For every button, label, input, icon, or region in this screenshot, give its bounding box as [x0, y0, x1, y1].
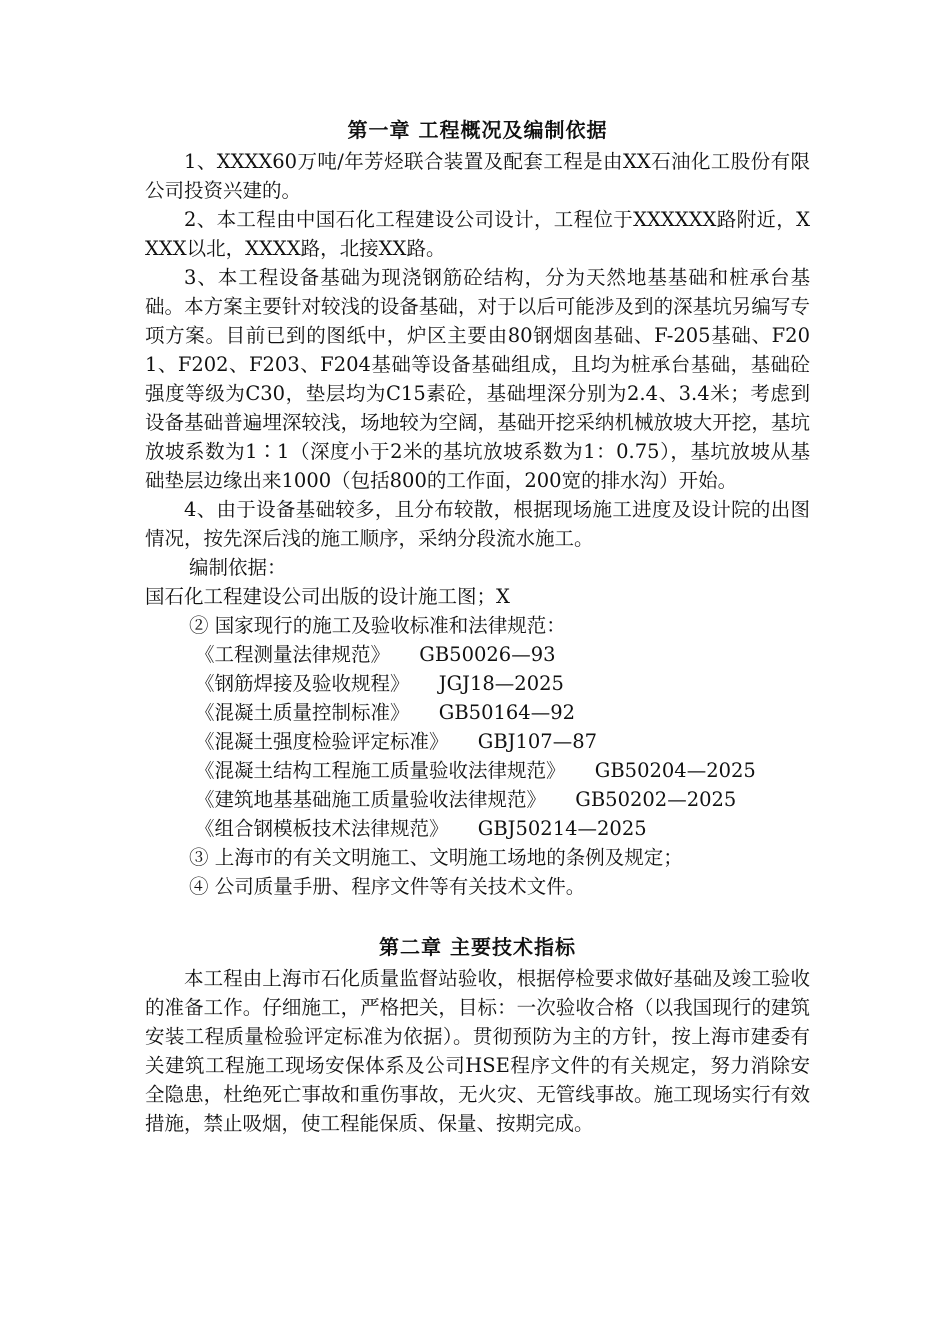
document-page	[145, 114, 810, 1138]
chapter-1-paragraph-4: 4、由于设备基础较多，且分布较散，根据现场施工进度及设计院的出图情况，按先深后浅的施工顺序，采纳分段流水施工。	[145, 498, 810, 550]
standard-item	[145, 669, 810, 698]
standard-code: GB50164—92	[438, 701, 576, 724]
standard-item	[145, 640, 810, 669]
basis-shanghai-regulations: ③ 上海市的有关文明施工、文明施工场地的条例及规定；	[189, 846, 683, 869]
standard-code: GBJ107—87	[477, 730, 598, 753]
basis-label: 编制依据：	[189, 556, 287, 579]
standard-item	[145, 814, 810, 843]
chapter-2-title: 第二章 主要技术指标	[379, 935, 576, 959]
standard-item	[145, 698, 810, 727]
chapter-1-title: 第一章 工程概况及编制依据	[347, 118, 608, 142]
chapter-2-paragraph: 本工程由上海市石化质量监督站验收，根据停检要求做好基础及竣工验收的准备工作。仔细施工，严格把关，目标：一次验收合格（以我国现行的建筑安装工程质量检验评定标准为依据）。贯彻预防为主的方针，按上海市建委有关建筑工程施工现场安保体系及公司HSE程序文件的有关规定，努力消除安全隐患，杜绝死亡事故和重伤事故，无火灾、无管线事故。施工现场实行有效措施，禁止吸烟，使工程能保质、保量、按期完成。	[145, 967, 810, 1135]
standard-name: 《混凝土强度检验评定标准》	[195, 730, 449, 753]
basis-design-drawings: 国石化工程建设公司出版的设计施工图；X	[145, 585, 510, 608]
standard-code: GB50202—2025	[575, 788, 737, 811]
standard-code: GBJ50214—2025	[477, 817, 647, 840]
basis-national-standards: ② 国家现行的施工及验收标准和法律规范：	[189, 614, 566, 637]
standard-name: 《组合钢模板技术法律规范》	[195, 817, 449, 840]
standard-item	[145, 727, 810, 756]
standard-name: 《混凝土质量控制标准》	[195, 701, 410, 724]
chapter-1-paragraph-2: 2、本工程由中国石化工程建设公司设计，工程位于XXXXXX路附近，XXXX以北，XXXX路，北接XX路。	[145, 208, 810, 260]
chapter-1-paragraph-3: 3、本工程设备基础为现浇钢筋砼结构，分为天然地基基础和桩承台基础。本方案主要针对较浅的设备基础，对于以后可能涉及到的深基坑另编写专项方案。目前已到的图纸中，炉区主要由80钢烟囱基础、F-205基础、F201、F202、F203、F204基础等设备基础组成，且均为桩承台基础，基础砼强度等级为C30，垫层均为C15素砼，基础埋深分别为2.4、3.4米；考虑到设备基础普遍埋深较浅，场地较为空阔，基础开挖采纳机械放坡大开挖，基坑放坡系数为1∶1（深度小于2米的基坑放坡系数为1：0.75），基坑放坡从基础垫层边缘出来1000（包括800的工作面，200宽的排水沟）开始。	[145, 266, 810, 492]
basis-company-manual: ④ 公司质量手册、程序文件等有关技术文件。	[189, 875, 586, 898]
chapter-1-paragraph-1: 1、XXXX60万吨/年芳烃联合装置及配套工程是由XX石油化工股份有限公司投资兴建的。	[145, 150, 810, 202]
standard-name: 《工程测量法律规范》	[195, 643, 391, 666]
standard-item	[145, 785, 810, 814]
standard-item	[145, 756, 810, 785]
standard-name: 《混凝土结构工程施工质量验收法律规范》	[195, 759, 566, 782]
standard-code: GB50026—93	[419, 643, 556, 666]
section-spacer	[145, 901, 810, 931]
standard-name: 《钢筋焊接及验收规程》	[195, 672, 410, 695]
standard-code: GB50204—2025	[594, 759, 756, 782]
standard-code: JGJ18—2025	[438, 672, 564, 695]
standard-name: 《建筑地基基础施工质量验收法律规范》	[195, 788, 547, 811]
